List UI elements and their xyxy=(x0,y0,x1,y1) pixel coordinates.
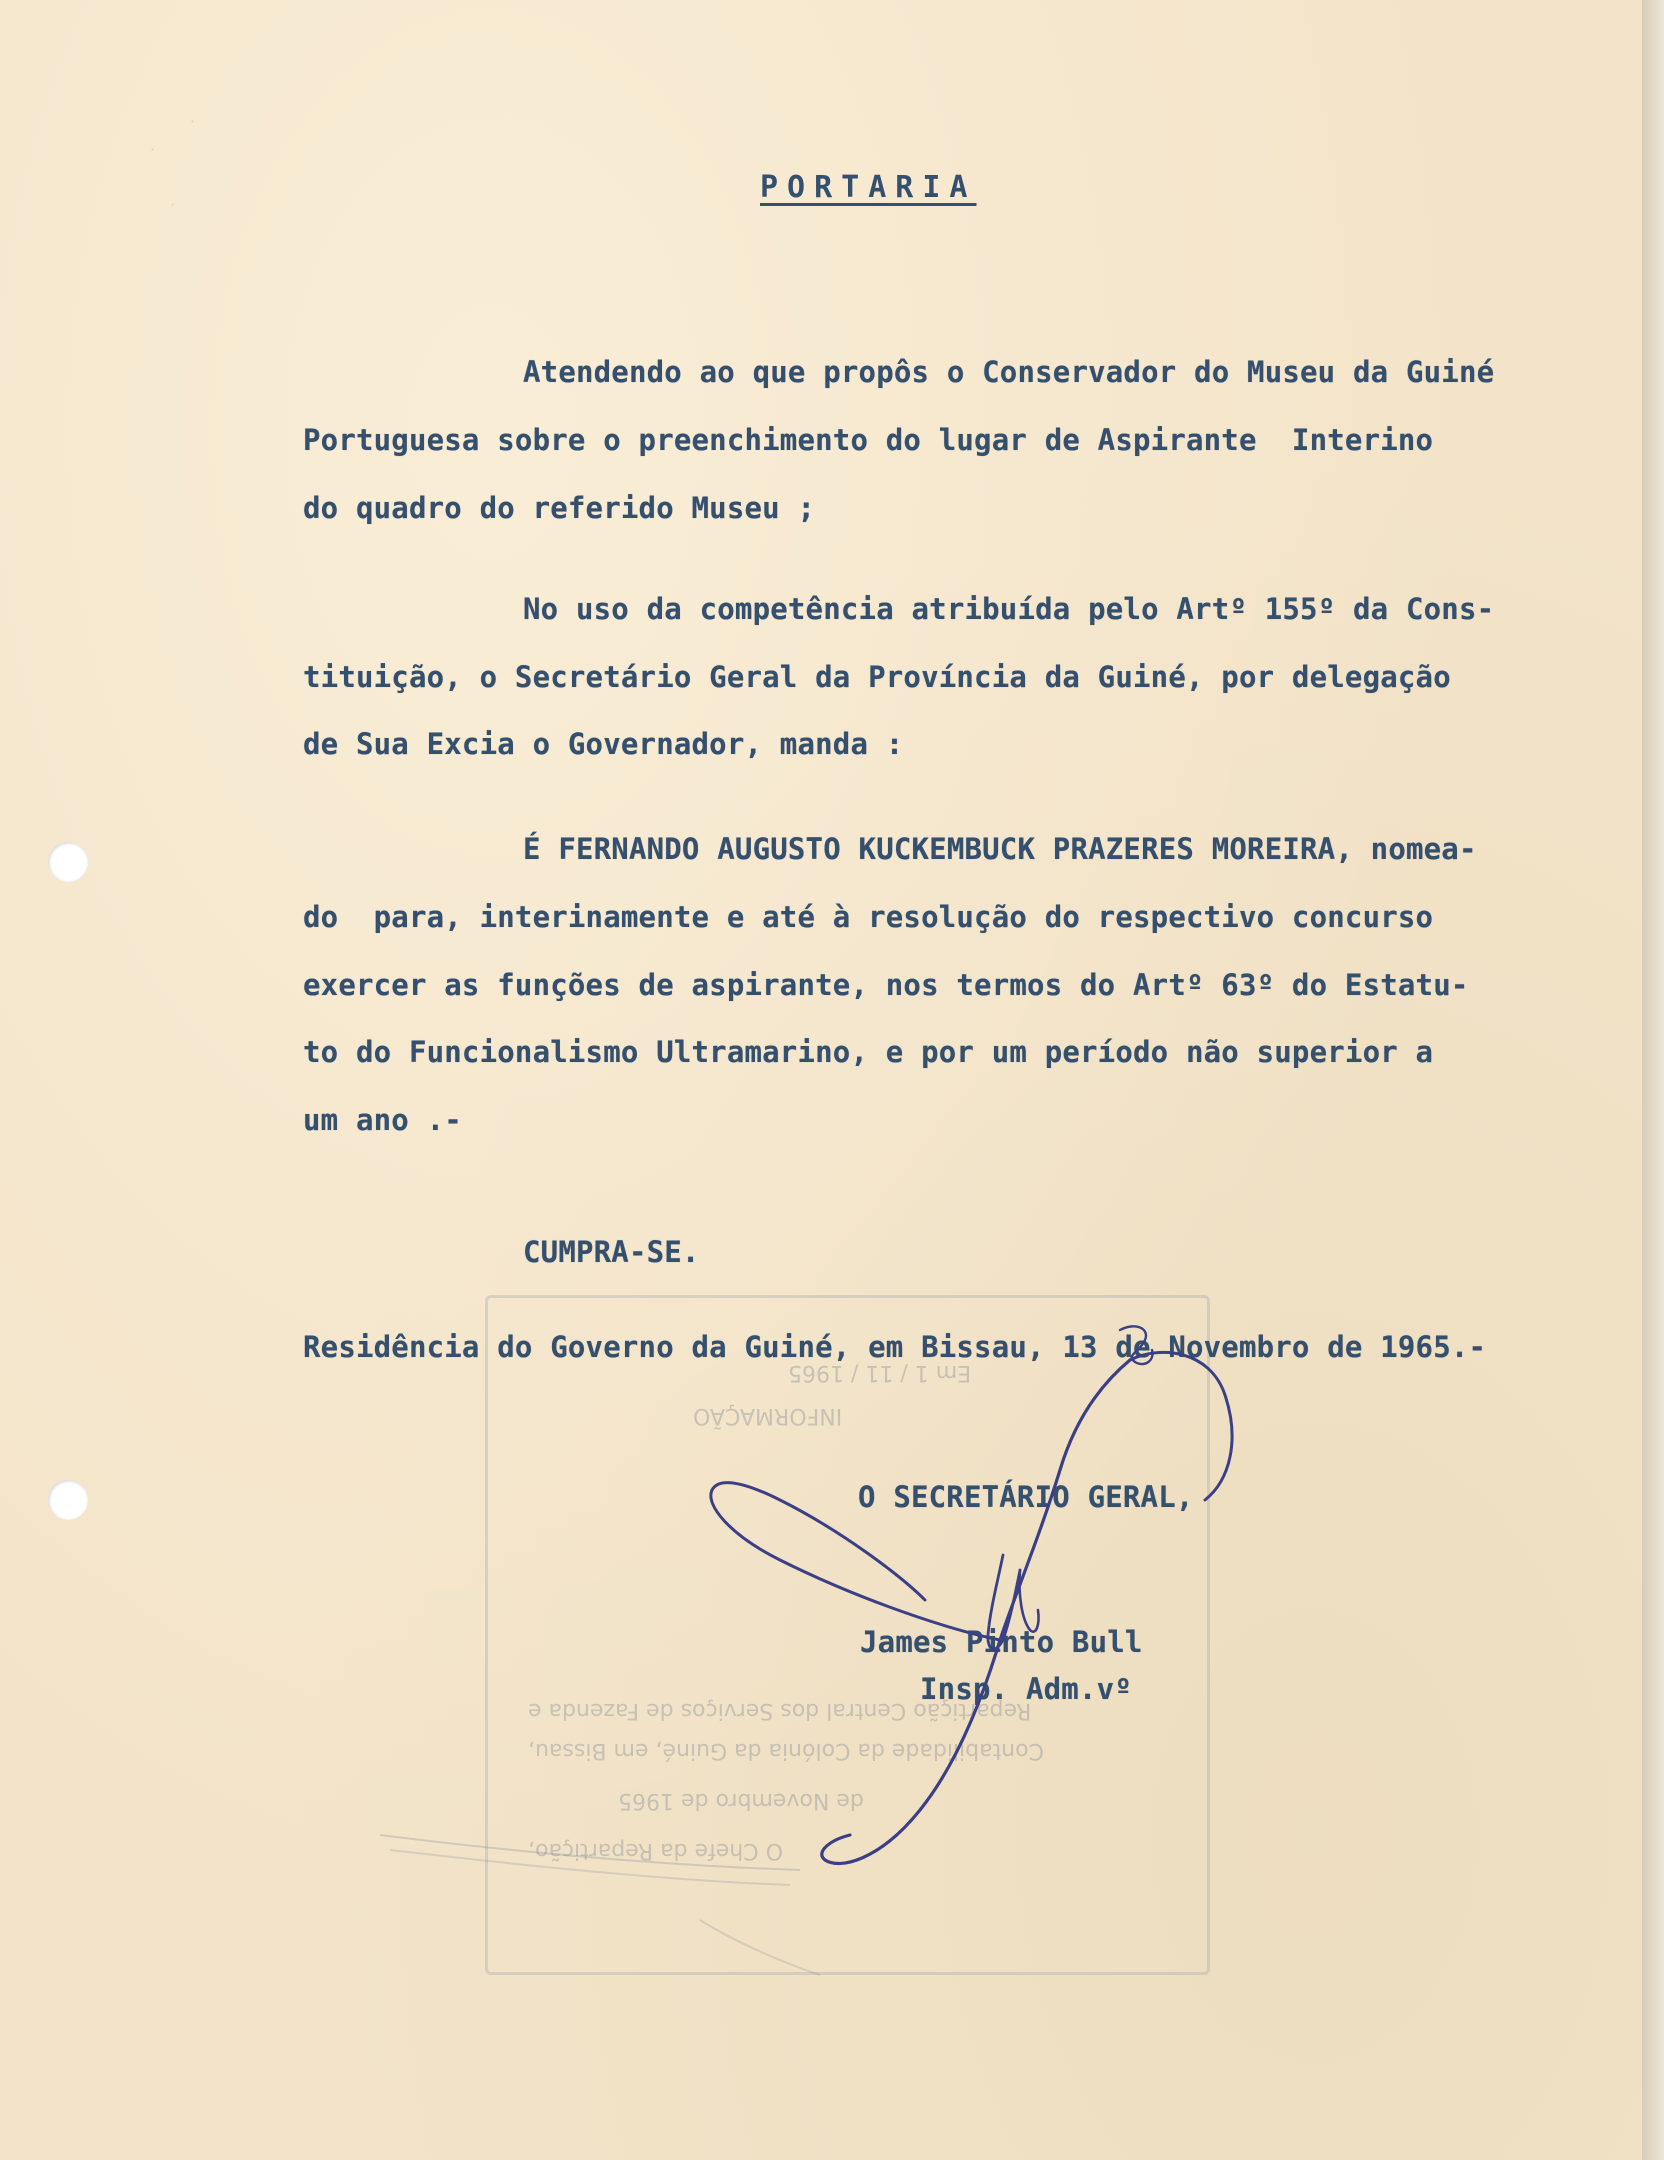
page-speck: · xyxy=(150,140,156,159)
punch-hole-bottom xyxy=(48,1480,88,1520)
paragraph-2-line-1: No uso da competência atribuída pelo Artº 155º da Cons- xyxy=(523,592,1495,626)
paragraph-1-line-2: Portuguesa sobre o preenchimento do lugar de Aspirante Interino xyxy=(303,423,1434,457)
signatory-role: O SECRETÁRIO GERAL, xyxy=(858,1480,1194,1514)
page-speck: · xyxy=(190,112,196,131)
stamp-line: O Chefe da Repartição, xyxy=(528,1838,783,1863)
stamp-line: INFORMAÇÃO xyxy=(693,1403,843,1428)
paragraph-3-line-1: É FERNANDO AUGUSTO KUCKEMBUCK PRAZERES MOREIRA, nomea- xyxy=(523,832,1477,866)
stamp-line: de Novembro de 1965 xyxy=(618,1788,864,1813)
stamp-line: Repartição Central dos Serviços de Fazenda e xyxy=(528,1698,1032,1723)
paragraph-2-line-3: de Sua Excia o Governador, manda : xyxy=(303,727,904,761)
paragraph-3-line-5: um ano .- xyxy=(303,1103,462,1137)
document-title: PORTARIA xyxy=(760,170,977,205)
paragraph-1-line-3: do quadro do referido Museu ; xyxy=(303,491,816,525)
paragraph-2-line-2: tituição, o Secretário Geral da Província da Guiné, por delegação xyxy=(303,660,1451,694)
punch-hole-top xyxy=(48,842,88,882)
place-and-date: Residência do Governo da Guiné, em Bissau, 13 de Novembro de 1965.- xyxy=(303,1330,1487,1364)
paragraph-3-line-4: to do Funcionalismo Ultramarino, e por um período não superior a xyxy=(303,1035,1434,1069)
paragraph-3-line-3: exercer as funções de aspirante, nos termos do Artº 63º do Estatu- xyxy=(303,968,1469,1002)
signatory-title: Insp. Adm.vº xyxy=(920,1672,1132,1706)
page-edge xyxy=(1642,0,1664,2160)
signatory-name: James Pinto Bull xyxy=(860,1625,1143,1659)
page-speck: · xyxy=(170,195,176,214)
paragraph-1-line-1: Atendendo ao que propôs o Conservador do Museu da Guiné xyxy=(523,355,1495,389)
paragraph-3-line-2: do para, interinamente e até à resolução do respectivo concurso xyxy=(303,900,1434,934)
stamp-line: Em 1 / 11 / 1965 xyxy=(788,1360,972,1385)
stamp-line: Contabilidade da Colónia da Guiné, em Bissau, xyxy=(528,1738,1044,1763)
closing-phrase: CUMPRA-SE. xyxy=(523,1235,700,1269)
